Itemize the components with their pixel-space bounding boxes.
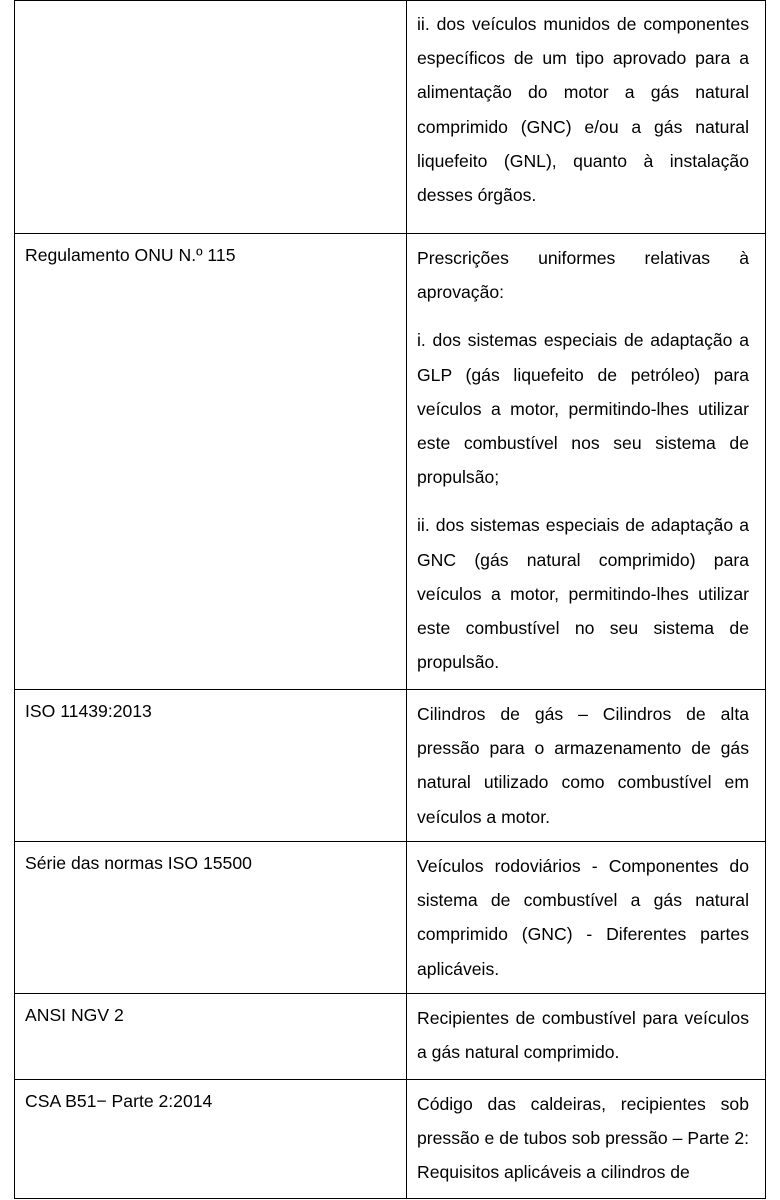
table-row bbox=[15, 690, 766, 842]
table-cell-description bbox=[407, 842, 766, 994]
table-row bbox=[15, 994, 766, 1080]
description-paragraph: Prescrições uniformes relativas à aprovação: bbox=[417, 248, 749, 303]
table-cell-standard bbox=[15, 842, 407, 994]
table-row bbox=[15, 1080, 766, 1199]
standard-name: Série das normas ISO 15500 bbox=[25, 853, 252, 873]
standards-table bbox=[14, 0, 766, 1199]
description-paragraph: Veículos rodoviários - Componentes do sistema de combustível a gás natural comprimido (GNC) - Diferentes partes aplicáveis. bbox=[417, 856, 749, 979]
table-cell-description bbox=[407, 690, 766, 842]
description-paragraph: ii. dos veículos munidos de componentes específicos de um tipo aprovado para a alimentação do motor a gás natural comprimido (GNC) e/ou a gás natural liquefeito (GNL), quanto à instalação desses órgãos. bbox=[417, 14, 749, 206]
table-cell-standard bbox=[15, 690, 407, 842]
table-cell-standard bbox=[15, 1080, 407, 1199]
table-cell-description bbox=[407, 234, 766, 690]
description-paragraph: Cilindros de gás – Cilindros de alta pressão para o armazenamento de gás natural utilizado como combustível em veículos a motor. bbox=[417, 704, 749, 827]
description-paragraph: i. dos sistemas especiais de adaptação a GLP (gás liquefeito de petróleo) para veículos a motor, permitindo-lhes utilizar este combustível nos seu sistema de propulsão; bbox=[417, 330, 749, 488]
table-row bbox=[15, 842, 766, 994]
table-cell-standard bbox=[15, 1, 407, 234]
standard-name: CSA B51− Parte 2:2014 bbox=[25, 1091, 213, 1111]
standard-name: ANSI NGV 2 bbox=[25, 1005, 124, 1025]
description-paragraph: Recipientes de combustível para veículos a gás natural comprimido. bbox=[417, 1008, 749, 1063]
table-cell-standard bbox=[15, 994, 407, 1080]
description-paragraph: Código das caldeiras, recipientes sob pressão e de tubos sob pressão – Parte 2: Requisitos aplicáveis a cilindros de bbox=[417, 1094, 749, 1183]
table-row bbox=[15, 234, 766, 690]
standard-name: ISO 11439:2013 bbox=[25, 701, 152, 721]
table-cell-description bbox=[407, 1, 766, 234]
table-cell-description bbox=[407, 994, 766, 1080]
description-paragraph: ii. dos sistemas especiais de adaptação a GNC (gás natural comprimido) para veículos a motor, permitindo-lhes utilizar este combustível no seu sistema de propulsão. bbox=[417, 515, 749, 673]
standard-name: Regulamento ONU N.º 115 bbox=[25, 245, 236, 265]
table-cell-description bbox=[407, 1080, 766, 1199]
table-row bbox=[15, 1, 766, 234]
table-cell-standard bbox=[15, 234, 407, 690]
